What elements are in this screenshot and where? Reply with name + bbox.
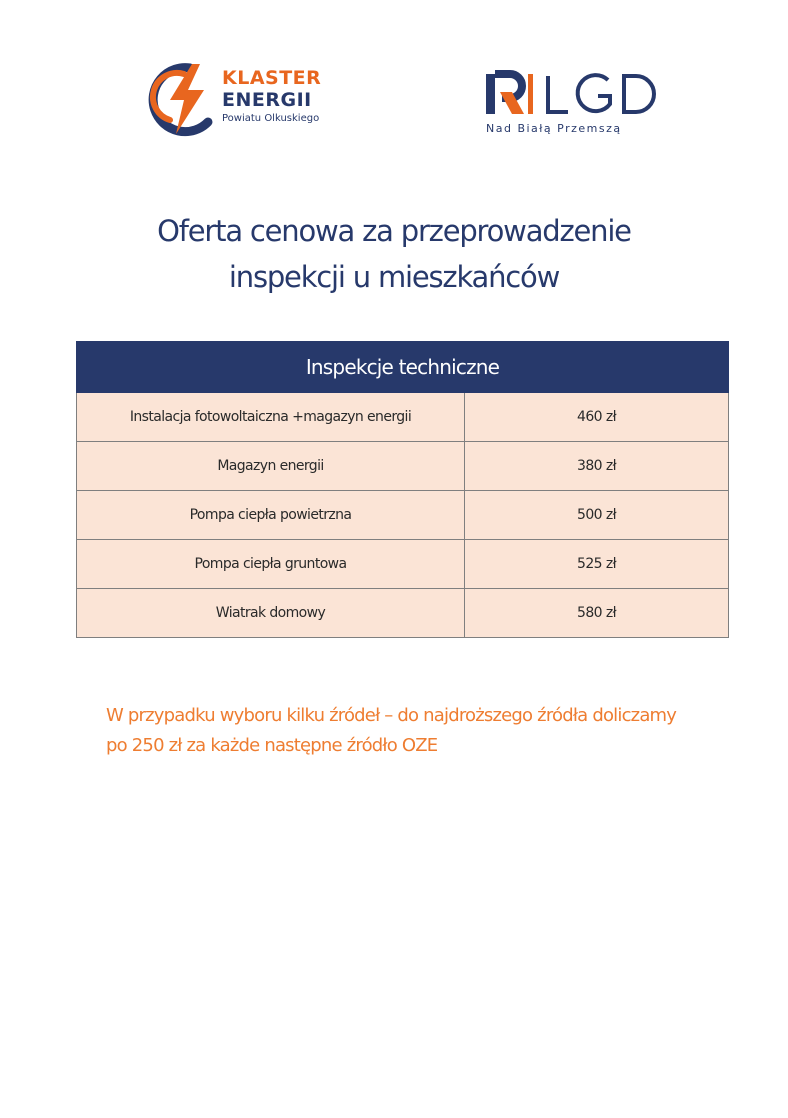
- title-line-2: inspekcji u mieszkańców: [228, 260, 560, 294]
- service-name: Pompa ciepła powietrzna: [77, 491, 465, 540]
- note-line-2: po 250 zł za każde następne źródło OZE: [106, 735, 438, 756]
- service-price: 380 zł: [465, 442, 729, 491]
- service-name: Magazyn energii: [77, 442, 465, 491]
- service-name: Pompa ciepła gruntowa: [77, 540, 465, 589]
- lgd-subtitle: Nad Białą Przemszą: [486, 122, 622, 135]
- service-name: Instalacja fotowoltaiczna +magazyn energii: [77, 393, 465, 442]
- table-row: [77, 491, 729, 540]
- service-price: 500 zł: [465, 491, 729, 540]
- table-header: Inspekcje techniczne: [77, 342, 729, 393]
- service-price: 580 zł: [465, 589, 729, 638]
- pricing-note: [106, 701, 726, 761]
- page-title: [60, 208, 728, 300]
- table-row: [77, 393, 729, 442]
- klaster-energii-logo: [148, 60, 338, 140]
- service-price: 525 zł: [465, 540, 729, 589]
- logo-line-energii: ENERGII: [222, 89, 312, 111]
- table-row: [77, 540, 729, 589]
- logo-line-powiatu: Powiatu Olkuskiego: [222, 113, 320, 124]
- table-row: [77, 442, 729, 491]
- lgd-mark-icon: [484, 70, 664, 120]
- logo-line-klaster: KLASTER: [222, 67, 322, 89]
- table-row: [77, 589, 729, 638]
- service-price: 460 zł: [465, 393, 729, 442]
- table-header-row: [77, 342, 729, 393]
- title-line-1: Oferta cenowa za przeprowadzenie: [157, 214, 631, 248]
- lightning-bolt-icon: [148, 60, 218, 140]
- lgd-logo: [484, 70, 674, 140]
- price-table: [76, 341, 729, 638]
- note-line-1: W przypadku wyboru kilku źródeł – do najdroższego źródła doliczamy: [106, 705, 677, 726]
- service-name: Wiatrak domowy: [77, 589, 465, 638]
